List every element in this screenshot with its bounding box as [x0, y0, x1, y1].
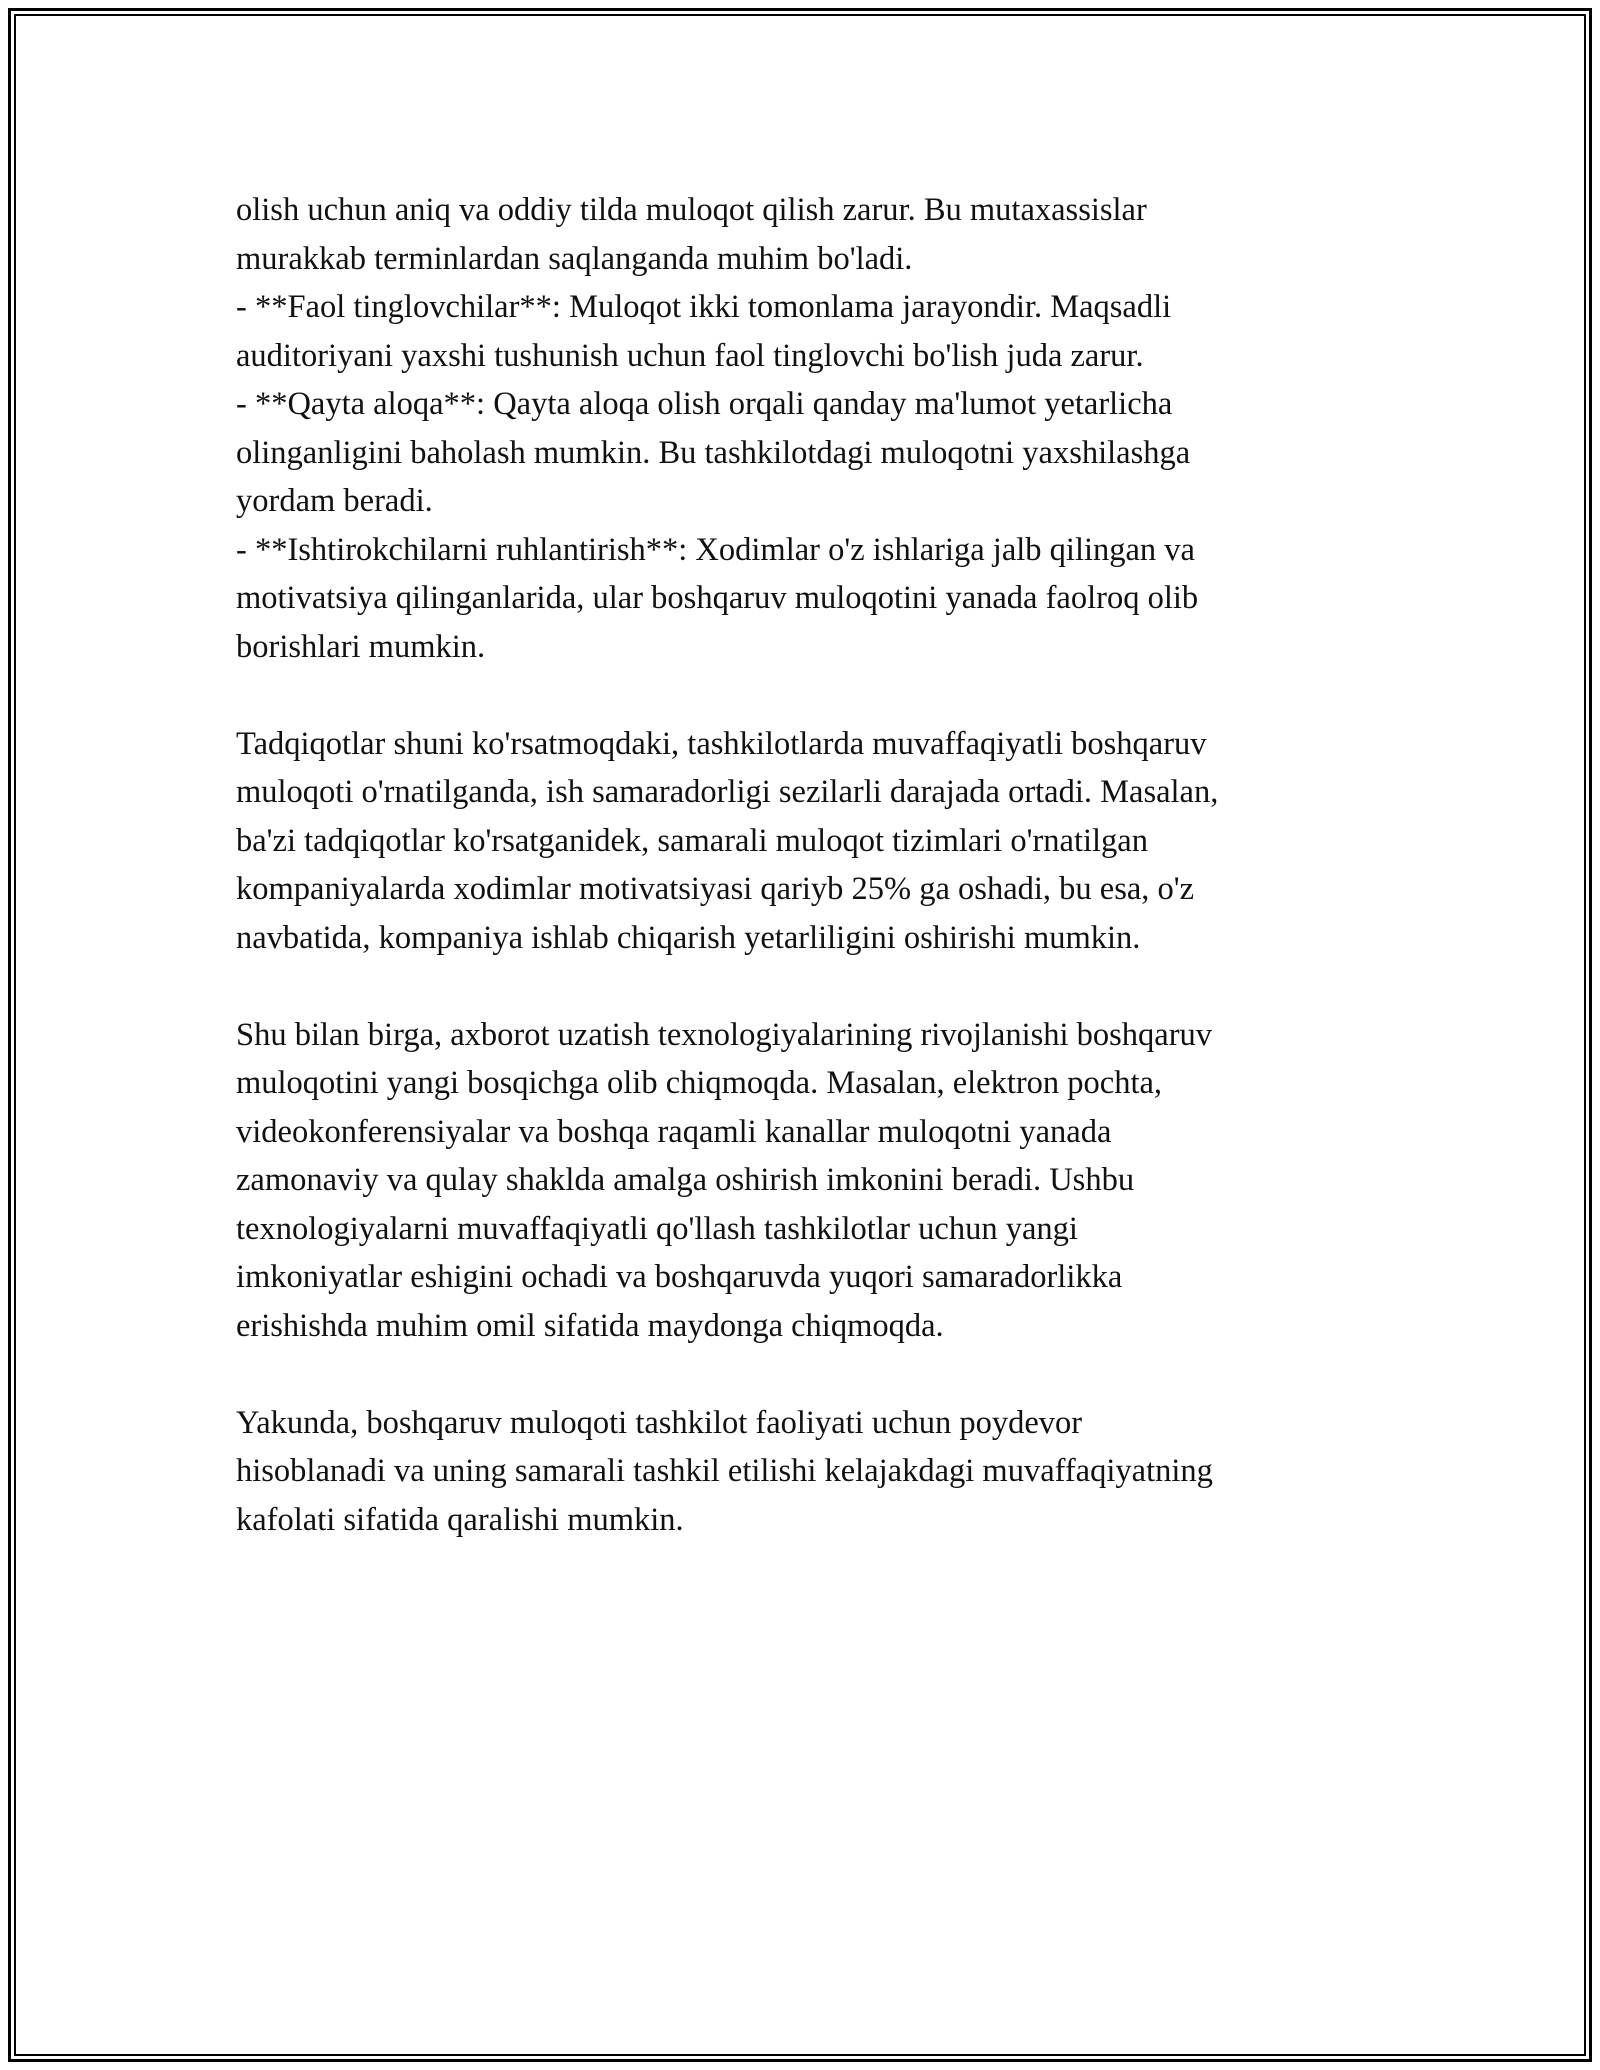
- text-line: videokonferensiyalar va boshqa raqamli kanallar muloqotni yanada: [236, 1113, 1112, 1150]
- text-line: auditoriyani yaxshi tushunish uchun faol tinglovchi bo'lish juda zarur.: [236, 337, 1144, 374]
- text-line: olinganligini baholash mumkin. Bu tashkilotdagi muloqotni yaxshilashga: [236, 434, 1191, 471]
- text-line: - **Qayta aloqa**: Qayta aloqa olish orqali qanday ma'lumot yetarlicha: [236, 386, 1173, 422]
- text-line: erishishda muhim omil sifatida maydonga chiqmoqda.: [236, 1307, 944, 1344]
- document-body: [236, 186, 1366, 1544]
- paragraph-list-items: [236, 186, 1366, 671]
- text-line: Shu bilan birga, axborot uzatish texnologiyalarining rivojlanishi boshqaruv: [236, 1016, 1213, 1053]
- text-line: muloqotini yangi bosqichga olib chiqmoqda. Masalan, elektron pochta,: [236, 1065, 1163, 1101]
- text-line: - **Faol tinglovchilar**: Muloqot ikki tomonlama jarayondir. Maqsadli: [236, 289, 1172, 325]
- text-line: ba'zi tadqiqotlar ko'rsatganidek, samarali muloqot tizimlari o'rnatilgan: [236, 822, 1148, 859]
- paragraph-conclusion: [236, 1399, 1366, 1545]
- text-line: olish uchun aniq va oddiy tilda muloqot qilish zarur. Bu mutaxassislar: [236, 192, 1147, 228]
- text-line: kompaniyalarda xodimlar motivatsiyasi qariyb 25% ga oshadi, bu esa, o'z: [236, 871, 1195, 907]
- text-line: muloqoti o'rnatilganda, ish samaradorligi sezilarli darajada ortadi. Masalan,: [236, 774, 1219, 810]
- text-line: yordam beradi.: [236, 483, 433, 519]
- text-line: zamonaviy va qulay shaklda amalga oshirish imkonini beradi. Ushbu: [236, 1162, 1135, 1198]
- paragraph-spacer: [236, 1350, 1366, 1399]
- text-line: hisoblanadi va uning samarali tashkil etilishi kelajakdagi muvaffaqiyatning: [236, 1453, 1213, 1489]
- text-line: navbatida, kompaniya ishlab chiqarish yetarliligini oshirishi mumkin.: [236, 919, 1141, 956]
- text-line: imkoniyatlar eshigini ochadi va boshqaruvda yuqori samaradorlikka: [236, 1259, 1123, 1295]
- text-line: motivatsiya qilinganlarida, ular boshqaruv muloqotini yanada faolroq olib: [236, 580, 1199, 616]
- text-line: Yakunda, boshqaruv muloqoti tashkilot faoliyati uchun poydevor: [236, 1404, 1083, 1441]
- text-line: murakkab terminlardan saqlanganda muhim bo'ladi.: [236, 240, 913, 277]
- paragraph-spacer: [236, 671, 1366, 720]
- paragraph-research: [236, 720, 1366, 963]
- text-line: kafolati sifatida qaralishi mumkin.: [236, 1501, 684, 1538]
- text-line: - **Ishtirokchilarni ruhlantirish**: Xodimlar o'z ishlariga jalb qilingan va: [236, 531, 1195, 568]
- text-line: texnologiyalarni muvaffaqiyatli qo'llash tashkilotlar uchun yangi: [236, 1210, 1078, 1247]
- paragraph-spacer: [236, 962, 1366, 1011]
- text-line: borishlari mumkin.: [236, 628, 486, 665]
- text-line: Tadqiqotlar shuni ko'rsatmoqdaki, tashkilotlarda muvaffaqiyatli boshqaruv: [236, 725, 1207, 762]
- paragraph-technology: [236, 1011, 1366, 1351]
